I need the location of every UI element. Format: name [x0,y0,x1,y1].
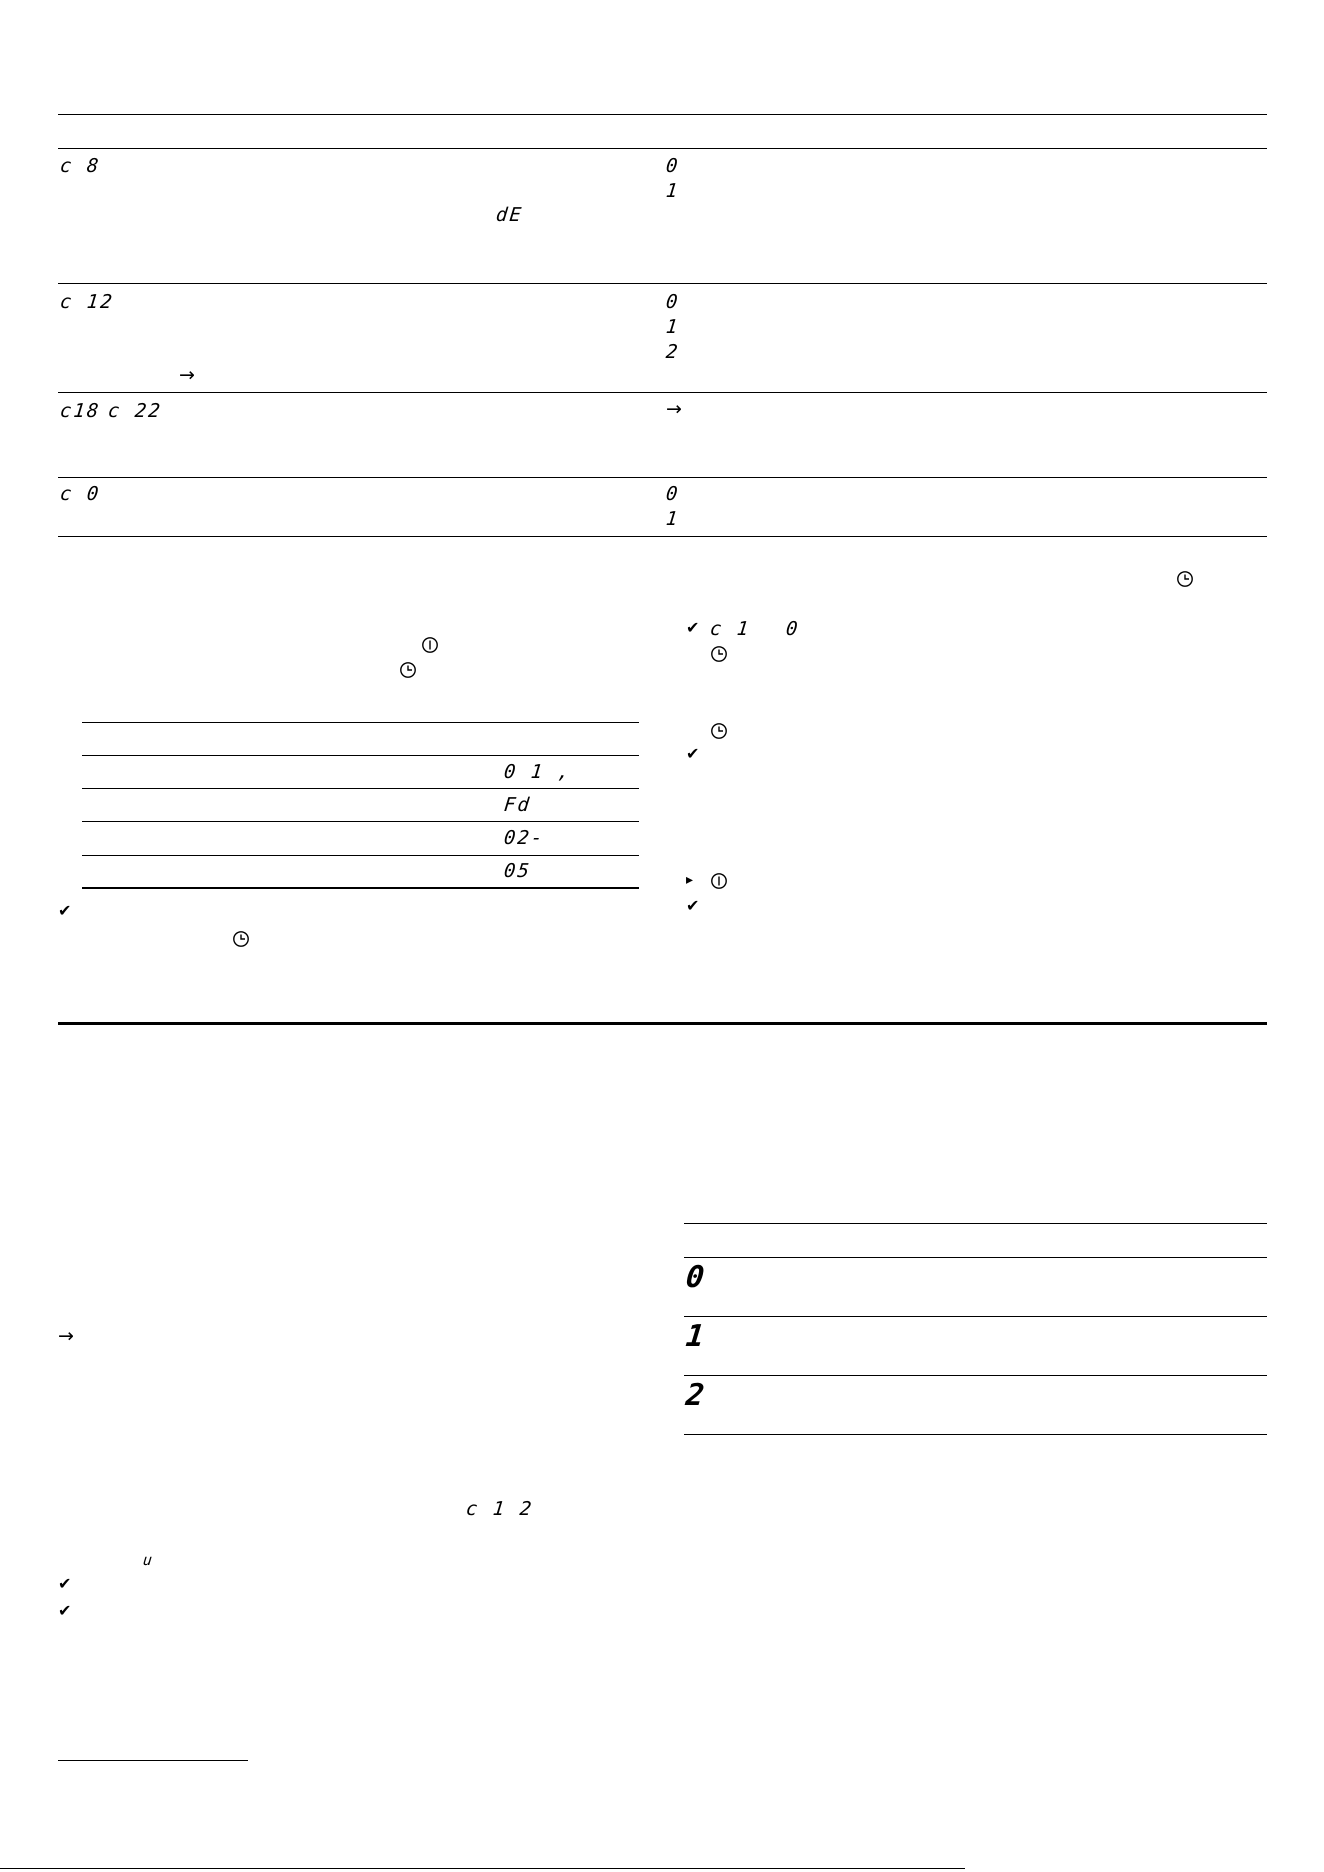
clock-icon [399,661,417,679]
left-table-head-rule [82,755,639,756]
right-step-value: 0 [784,618,801,640]
left-table-row-rule [82,855,639,856]
power-icon [710,872,728,890]
right-table-bottom-rule [684,1434,1267,1435]
left-table-row-rule [82,821,639,822]
table1-row-rule [58,392,1267,393]
table1-row1-value-1: 1 [664,180,681,202]
table1-head-rule [58,148,1267,149]
table1-row2-value-1: 1 [664,316,681,338]
right-step-code: c 1 [708,618,752,640]
left-table-row2-display: Fd [502,794,533,816]
table1-row3-code-a: c18 [58,400,102,422]
clock-icon [710,722,728,740]
table1-row2-value-0: 0 [664,291,681,313]
lower-code: c 1 2 [464,1498,535,1520]
table1-row4-value-1: 1 [664,508,681,530]
check-mark: ✔ [58,1601,72,1620]
check-mark: ✔ [686,618,700,637]
right-table-row3-value: 2 [684,1378,706,1413]
table1-row4-value-0: 0 [664,483,681,505]
left-table-row4-display: 05 [502,860,533,882]
left-table-header-rule [82,722,639,723]
check-mark: ✔ [58,1574,72,1593]
table1-row3-code-b: c 22 [106,400,163,422]
table1-row-rule [58,283,1267,284]
left-table-row1-display: 0 1 , [502,761,573,783]
step-triangle: ▸ [686,872,694,888]
table1-row1-extra: dE [494,204,525,226]
table1-row2-arrow: → [179,364,195,386]
table1-row3-arrow: → [666,398,682,420]
section-divider [58,1022,1267,1025]
right-table-row-rule [684,1375,1267,1376]
table1-row1-value-0: 0 [664,155,681,177]
left-table-bottom-rule [82,887,639,889]
power-icon [421,636,439,654]
clock-icon [232,930,250,948]
right-table-header-rule [684,1223,1267,1224]
check-mark: ✔ [686,896,700,915]
table1-row4-code: c 0 [58,483,102,505]
table1-bottom-rule [58,536,1267,537]
clock-icon [1176,570,1194,588]
table1-row2-code: c 12 [58,291,115,313]
right-table-row1-value: 0 [684,1260,706,1295]
table1-row-rule [58,477,1267,478]
left-table-row-rule [82,788,639,789]
check-mark: ✔ [58,901,72,920]
table1-row2-value-2: 2 [664,341,681,363]
table1-row1-code: c 8 [58,155,102,177]
right-table-head-rule [684,1257,1267,1258]
check-mark: ✔ [686,744,700,763]
footnote-rule [58,1760,248,1761]
lower-small-glyph: u [142,1551,156,1569]
right-table-row-rule [684,1316,1267,1317]
page-bottom-rule [0,1868,965,1869]
table1-header-rule [58,114,1267,115]
left-table-row3-display: 02- [502,827,546,849]
clock-icon [710,645,728,663]
right-table-row2-value: 1 [684,1319,706,1354]
lower-arrow: → [58,1325,74,1347]
